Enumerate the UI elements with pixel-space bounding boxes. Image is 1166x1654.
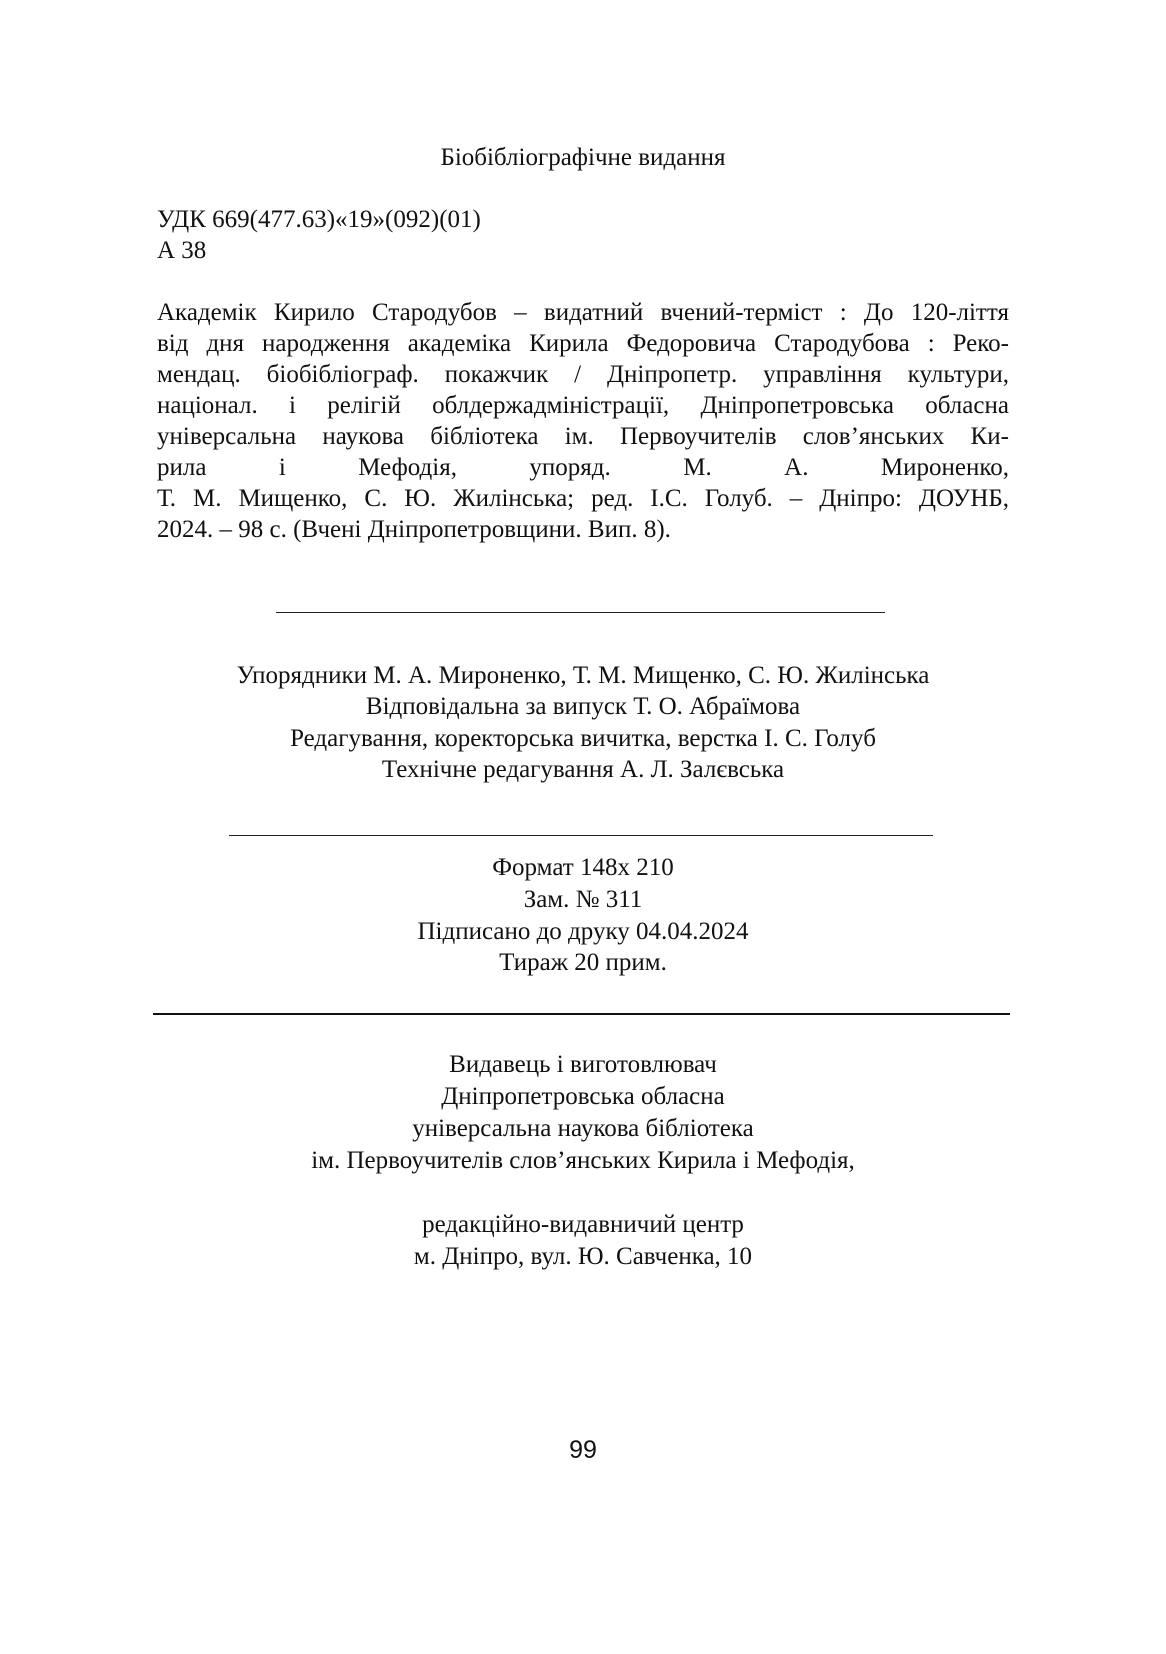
- record-word: Стародубова: [774, 330, 910, 357]
- signed-line: Підписано до друку 04.04.2024: [417, 918, 749, 945]
- record-word: Академік: [157, 299, 257, 326]
- record-line: [157, 328, 1009, 359]
- record-word: Голуб.: [704, 485, 773, 512]
- record-word: –: [514, 299, 527, 326]
- record-word: релігій: [327, 392, 401, 419]
- separator-rule-1: [276, 612, 885, 613]
- record-word: Федоровича: [626, 330, 757, 357]
- record-word: Дніпропетр.: [606, 361, 738, 388]
- order-line: Зам. № 311: [523, 886, 643, 913]
- record-word: Вип.: [587, 516, 638, 543]
- record-word: (Вчені: [293, 516, 362, 543]
- record-word: біобібліограф.: [266, 361, 419, 388]
- record-word: Ю.: [404, 485, 437, 512]
- record-word: універсальна: [157, 423, 297, 450]
- editing-line: Редагування, коректорська вичитка, верстка І. С. Голуб: [290, 725, 876, 752]
- publisher-line-1: Видавець і виготовлювач: [449, 1051, 717, 1078]
- publisher-line-2: Дніпропетровська обласна: [441, 1083, 725, 1110]
- record-line: [157, 514, 1009, 545]
- record-word: Первоучителів: [619, 423, 777, 450]
- record-word: рила: [157, 454, 207, 481]
- record-word: 2024.: [157, 516, 214, 543]
- record-word: і: [289, 392, 296, 419]
- record-word: –: [789, 485, 803, 512]
- tech-editing-line: Технічне редагування А. Л. Залєвська: [381, 756, 785, 783]
- record-word: покажчик: [444, 361, 549, 388]
- edition-type: Біобібліографічне видання: [440, 144, 726, 171]
- record-word: Мищенко,: [238, 485, 348, 512]
- publisher-line-3: універсальна наукова бібліотека: [412, 1115, 754, 1142]
- record-word: І.С.: [650, 485, 688, 512]
- record-word: :: [927, 330, 935, 357]
- record-word: Дніпропетровська: [700, 392, 894, 419]
- author-mark: А 38: [157, 237, 207, 264]
- record-word: Т.: [157, 485, 177, 512]
- record-word: –: [219, 516, 232, 543]
- record-word: 8).: [643, 516, 671, 543]
- record-word: управління: [763, 361, 882, 388]
- separator-rule-thick: [153, 1013, 1010, 1015]
- record-word: видатний: [543, 299, 644, 326]
- udk-code: УДК 669(477.63)«19»(092)(01): [157, 206, 481, 233]
- record-word: 98: [238, 516, 264, 543]
- circulation-line: Тираж 20 прим.: [499, 949, 667, 976]
- record-word: націонал.: [157, 392, 258, 419]
- record-word: культури,: [907, 361, 1009, 388]
- record-word: Кирила: [529, 330, 609, 357]
- record-word: вчений-терміст: [660, 299, 823, 326]
- compilers-line: Упорядники М. А. Мироненко, Т. М. Мищенко, С. Ю. Жилінська: [236, 662, 930, 689]
- record-line: [157, 452, 1009, 483]
- record-line: [157, 297, 1009, 328]
- record-word: і: [278, 454, 286, 481]
- record-word: наукова: [322, 423, 405, 450]
- record-word: обласна: [925, 392, 1009, 419]
- record-word: ДОУНБ,: [918, 485, 1009, 512]
- record-word: Кирило: [273, 299, 355, 326]
- record-word: :: [839, 299, 847, 326]
- record-word: облдержадміністрації,: [432, 392, 670, 419]
- publisher-line-5: редакційно-видавничий центр: [422, 1211, 744, 1238]
- record-word: від: [157, 330, 189, 357]
- separator-rule-2: [229, 835, 933, 836]
- record-word: Мефодія,: [358, 454, 457, 481]
- page-number: 99: [569, 1436, 597, 1464]
- bibliographic-record: [157, 297, 1009, 545]
- record-line: [157, 483, 1009, 514]
- record-word: бібліотека: [430, 423, 539, 450]
- record-word: Реко-: [952, 330, 1009, 357]
- record-word: с.: [269, 516, 287, 543]
- record-word: 120-ліття: [910, 299, 1009, 326]
- record-word: народження: [262, 330, 390, 357]
- record-word: Дніпропетровщини.: [367, 516, 582, 543]
- record-word: А.: [784, 454, 809, 481]
- publisher-line-6: м. Дніпро, вул. Ю. Савченка, 10: [413, 1243, 753, 1270]
- record-word: Жилінська;: [453, 485, 575, 512]
- record-word: С.: [364, 485, 388, 512]
- record-word: До: [863, 299, 894, 326]
- format-line: Формат 148х 210: [492, 854, 674, 881]
- record-word: ім.: [564, 423, 594, 450]
- record-word: упоряд.: [529, 454, 611, 481]
- record-line: [157, 359, 1009, 390]
- record-line: [157, 421, 1009, 452]
- record-word: академіка: [407, 330, 512, 357]
- responsible-line: Відповідальна за випуск Т. О. Абраїмова: [365, 693, 801, 720]
- record-word: /: [574, 361, 582, 388]
- record-word: мендац.: [157, 361, 241, 388]
- record-word: дня: [206, 330, 245, 357]
- publisher-line-4: ім. Первоучителів слов’янських Кирила і Мефодія,: [311, 1147, 855, 1174]
- record-word: М.: [683, 454, 712, 481]
- record-word: М.: [193, 485, 222, 512]
- record-word: Стародубов: [372, 299, 497, 326]
- record-word: слов’янських: [802, 423, 945, 450]
- record-word: Ки-: [970, 423, 1009, 450]
- record-word: ред.: [591, 485, 634, 512]
- record-line: [157, 390, 1009, 421]
- record-word: Дніпро:: [819, 485, 902, 512]
- record-word: Мироненко,: [880, 454, 1009, 481]
